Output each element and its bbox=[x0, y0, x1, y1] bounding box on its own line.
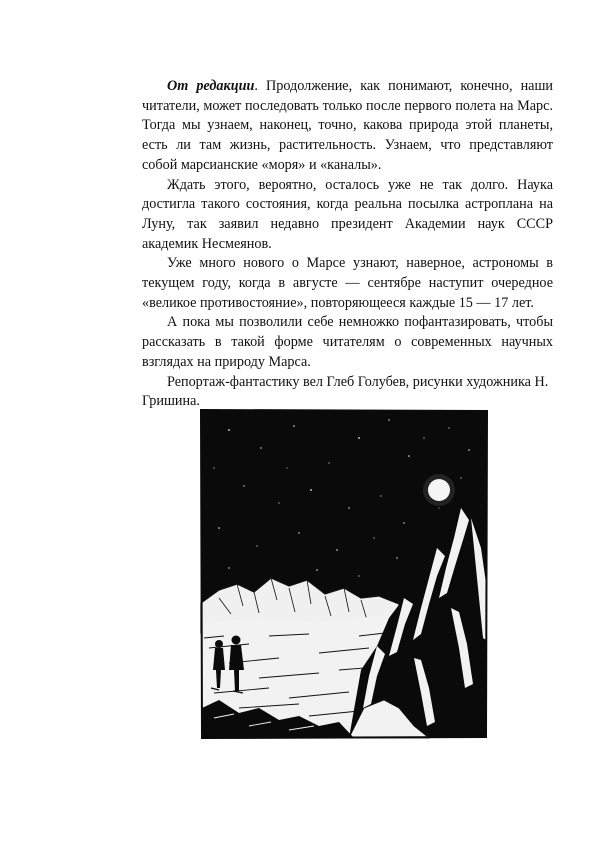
editorial-paragraph-4: А пока мы позволили себе немножко пофантазировать, чтобы рассказать в такой форме читателям о современных научных взглядах на природу Марса. bbox=[142, 314, 553, 370]
editorial-credits: Репортаж-фантастику вел Глеб Голубев, рисунки художника Н. Гришина. bbox=[142, 373, 549, 410]
editorial-note bbox=[142, 77, 553, 412]
mars-landscape-drawing bbox=[199, 408, 489, 740]
editorial-paragraph-3: Уже много нового о Марсе узнают, наверное, астрономы в текущем году, когда в августе — сентябре наступит очередное «великое противостояние», повторяющееся каждые 15 — 17 лет. bbox=[142, 255, 553, 311]
bright-sun bbox=[423, 474, 455, 506]
editorial-lead: От редакции bbox=[167, 78, 255, 94]
editorial-paragraph-1 bbox=[142, 77, 553, 176]
mars-landscape-illustration bbox=[199, 408, 489, 740]
editorial-paragraph-2: Ждать этого, вероятно, осталось уже не так долго. Наука достигла такого состояния, когда реальна посылка астроплана на Луну, так заявил недавно президент Академии наук СССР академик Несмеянов. bbox=[142, 176, 553, 252]
editorial-lead-punct: . bbox=[254, 78, 258, 94]
editorial-paragraph-1-text: Продолжение, как понимают, конечно, наши читатели, может последовать только после первого полета на Марс. Тогда мы узнаем, наконец, точно, какова природа этой планеты, есть ли там жизнь, растительность. Узнаем, что представляют собой марсианские «моря» и «каналы». bbox=[142, 78, 553, 173]
